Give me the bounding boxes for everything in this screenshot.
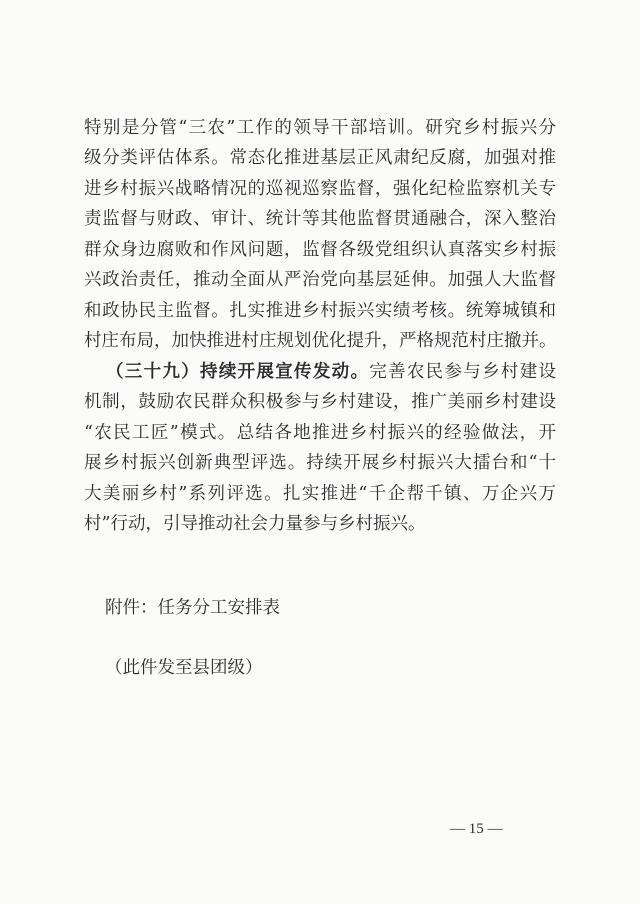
paragraph-2-line-6: 村”行动，引导推动社会力量参与乡村振兴。 bbox=[84, 514, 426, 534]
paragraph-2-line-5: 大美丽乡村”系列评选。扎实推进“千企帮千镇、万企兴万 bbox=[84, 484, 556, 504]
section-heading: （三十九）持续开展宣传发动。 bbox=[106, 362, 370, 382]
attachment-label: 附件：任务分工安排表 bbox=[105, 598, 280, 618]
paragraph-1-line-6: 兴政治责任，推动全面从严治党向基层延伸。加强人大监督 bbox=[84, 270, 556, 290]
paragraph-2-line-1 bbox=[106, 362, 556, 384]
paragraph-1-line-3: 进乡村振兴战略情况的巡视巡察监督，强化纪检监察机关专 bbox=[84, 179, 556, 199]
paragraph-1-line-2: 级分类评估体系。常态化推进基层正风肃纪反腐，加强对推 bbox=[84, 148, 556, 168]
paragraph-1-line-4: 责监督与财政、审计、统计等其他监督贯通融合，深入整治 bbox=[84, 209, 556, 229]
paragraph-1-line-8: 村庄布局，加快推进村庄规划优化提升，严格规范村庄撤并。 bbox=[84, 331, 557, 351]
paragraph-1-line-7: 和政协民主监督。扎实推进乡村振兴实绩考核。统筹城镇和 bbox=[84, 301, 556, 321]
paragraph-2-line-3: “农民工匠”模式。总结各地推进乡村振兴的经验做法，开 bbox=[84, 423, 556, 443]
paragraph-2-line-1-rest: 完善农民参与乡村建设 bbox=[369, 362, 557, 382]
distribution-note: （此件发至县团级） bbox=[105, 658, 263, 678]
paragraph-2-line-2: 机制，鼓励农民群众积极参与乡村建设，推广美丽乡村建设 bbox=[84, 392, 556, 412]
paragraph-2-line-4: 展乡村振兴创新典型评选。持续开展乡村振兴大擂台和“十 bbox=[84, 453, 556, 473]
paragraph-1-line-5: 群众身边腐败和作风问题，监督各级党组织认真落实乡村振 bbox=[84, 240, 556, 260]
paragraph-1-line-1: 特别是分管“三农”工作的领导干部培训。研究乡村振兴分 bbox=[84, 118, 556, 138]
page-number: — 15 — bbox=[450, 821, 503, 837]
